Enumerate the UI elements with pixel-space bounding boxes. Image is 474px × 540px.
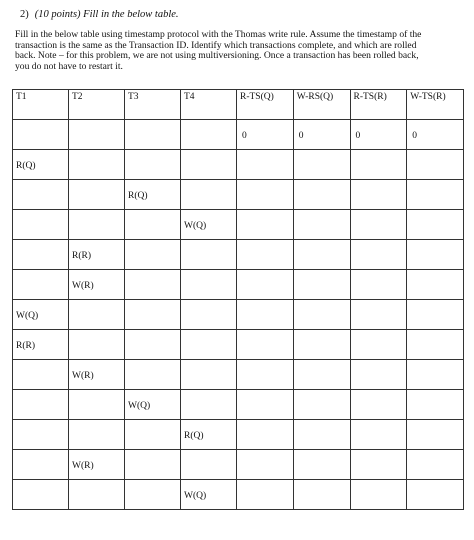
table-cell[interactable] bbox=[350, 450, 407, 480]
initial-values-row bbox=[13, 120, 464, 150]
table-cell[interactable] bbox=[237, 210, 294, 240]
instruction-line: Fill in the below table using timestamp protocol with the Thomas write rule. Assume the timestamp of the bbox=[15, 29, 422, 40]
table-cell[interactable] bbox=[237, 270, 294, 300]
table-row bbox=[13, 270, 464, 300]
instructions-paragraph bbox=[15, 30, 467, 72]
table-cell[interactable] bbox=[350, 360, 407, 390]
table-cell[interactable] bbox=[125, 360, 181, 390]
question-header bbox=[20, 8, 179, 22]
table-cell[interactable] bbox=[237, 300, 294, 330]
table-cell[interactable] bbox=[293, 420, 350, 450]
table-cell[interactable] bbox=[125, 270, 181, 300]
table-cell[interactable] bbox=[350, 330, 407, 360]
initial-w-rs-q[interactable]: 0 bbox=[293, 120, 350, 150]
table-row bbox=[13, 300, 464, 330]
operation-cell[interactable]: R(R) bbox=[13, 330, 69, 360]
table-cell[interactable] bbox=[407, 360, 464, 390]
table-cell[interactable] bbox=[350, 150, 407, 180]
table-cell[interactable] bbox=[350, 480, 407, 510]
header-r-ts-r: R-TS(R) bbox=[350, 90, 407, 120]
table-row bbox=[13, 210, 464, 240]
header-t3: T3 bbox=[125, 90, 181, 120]
table-cell[interactable] bbox=[237, 420, 294, 450]
table-cell[interactable] bbox=[13, 360, 69, 390]
table-row bbox=[13, 480, 464, 510]
table-cell[interactable] bbox=[237, 360, 294, 390]
table-cell[interactable] bbox=[407, 480, 464, 510]
table-cell[interactable] bbox=[125, 420, 181, 450]
table-cell[interactable] bbox=[69, 150, 125, 180]
operation-cell[interactable]: W(R) bbox=[69, 270, 125, 300]
table-cell[interactable] bbox=[125, 210, 181, 240]
table-cell[interactable] bbox=[293, 330, 350, 360]
question-number: 2) bbox=[20, 9, 29, 20]
table-cell[interactable] bbox=[13, 180, 69, 210]
table-row bbox=[13, 450, 464, 480]
instruction-line: back. Note – for this problem, we are not using multiversioning. Once a transaction has been rolled back, bbox=[15, 50, 419, 62]
initial-r-ts-q[interactable]: 0 bbox=[237, 120, 294, 150]
table-cell[interactable] bbox=[293, 390, 350, 420]
table-cell[interactable] bbox=[237, 330, 294, 360]
timestamp-table bbox=[12, 89, 464, 510]
table-cell[interactable] bbox=[181, 180, 237, 210]
table-cell[interactable] bbox=[69, 330, 125, 360]
table-row bbox=[13, 180, 464, 210]
operation-cell[interactable]: W(Q) bbox=[13, 300, 69, 330]
table-cell[interactable] bbox=[13, 210, 69, 240]
table-cell[interactable] bbox=[350, 180, 407, 210]
operation-cell[interactable]: W(Q) bbox=[181, 210, 237, 240]
initial-w-ts-r[interactable]: 0 bbox=[407, 120, 464, 150]
table-cell[interactable] bbox=[13, 240, 69, 270]
header-w-rs-q: W-RS(Q) bbox=[293, 90, 350, 120]
table-cell[interactable] bbox=[237, 240, 294, 270]
table-cell[interactable] bbox=[181, 390, 237, 420]
header-t1: T1 bbox=[13, 90, 69, 120]
table-cell[interactable] bbox=[407, 210, 464, 240]
table-cell[interactable] bbox=[237, 390, 294, 420]
table-cell[interactable] bbox=[13, 390, 69, 420]
table-cell[interactable] bbox=[181, 330, 237, 360]
operation-cell[interactable]: R(R) bbox=[69, 240, 125, 270]
table-cell[interactable] bbox=[293, 240, 350, 270]
table-cell[interactable] bbox=[237, 480, 294, 510]
table-cell[interactable] bbox=[13, 480, 69, 510]
table-cell[interactable] bbox=[69, 300, 125, 330]
table-row bbox=[13, 360, 464, 390]
table-cell[interactable] bbox=[407, 150, 464, 180]
table-cell[interactable] bbox=[125, 300, 181, 330]
header-r-ts-q: R-TS(Q) bbox=[237, 90, 294, 120]
table-cell[interactable] bbox=[181, 150, 237, 180]
table-cell[interactable] bbox=[13, 420, 69, 450]
table-cell[interactable] bbox=[293, 180, 350, 210]
operation-cell[interactable]: W(Q) bbox=[125, 390, 181, 420]
table-cell[interactable] bbox=[293, 150, 350, 180]
table-cell[interactable] bbox=[350, 270, 407, 300]
instruction-line: transaction is the same as the Transaction ID. Identify which transactions complete, and which are rolled bbox=[15, 39, 417, 51]
table-cell[interactable] bbox=[293, 300, 350, 330]
table-row bbox=[13, 150, 464, 180]
operation-cell[interactable]: R(Q) bbox=[125, 180, 181, 210]
table-header-row bbox=[13, 90, 464, 120]
table-cell[interactable] bbox=[237, 180, 294, 210]
table-cell[interactable] bbox=[13, 120, 69, 150]
table-cell[interactable] bbox=[181, 120, 237, 150]
question-title: (10 points) Fill in the below table. bbox=[34, 9, 179, 20]
table-cell[interactable] bbox=[407, 330, 464, 360]
table-cell[interactable] bbox=[125, 150, 181, 180]
table-cell[interactable] bbox=[350, 300, 407, 330]
table-cell[interactable] bbox=[181, 300, 237, 330]
table-cell[interactable] bbox=[181, 360, 237, 390]
table-row bbox=[13, 240, 464, 270]
table-cell[interactable] bbox=[293, 210, 350, 240]
table-cell[interactable] bbox=[350, 210, 407, 240]
table-cell[interactable] bbox=[407, 270, 464, 300]
instruction-line: you do not have to restart it. bbox=[15, 60, 123, 72]
table-cell[interactable] bbox=[407, 390, 464, 420]
table-cell[interactable] bbox=[350, 240, 407, 270]
table-cell[interactable] bbox=[181, 240, 237, 270]
header-t2: T2 bbox=[69, 90, 125, 120]
table-cell[interactable] bbox=[69, 390, 125, 420]
operation-cell[interactable]: R(Q) bbox=[13, 150, 69, 180]
table-row bbox=[13, 330, 464, 360]
table-cell[interactable] bbox=[181, 270, 237, 300]
table-body bbox=[13, 120, 464, 510]
table-row bbox=[13, 390, 464, 420]
table-cell[interactable] bbox=[407, 420, 464, 450]
table-cell[interactable] bbox=[350, 390, 407, 420]
table-cell[interactable] bbox=[125, 120, 181, 150]
table-cell[interactable] bbox=[13, 450, 69, 480]
table-cell[interactable] bbox=[293, 480, 350, 510]
table-cell[interactable] bbox=[69, 420, 125, 450]
header-w-ts-r: W-TS(R) bbox=[407, 90, 464, 120]
table-cell[interactable] bbox=[69, 210, 125, 240]
operation-cell[interactable]: W(R) bbox=[69, 360, 125, 390]
operation-cell[interactable]: W(R) bbox=[69, 450, 125, 480]
table-cell[interactable] bbox=[407, 450, 464, 480]
table-cell[interactable] bbox=[69, 120, 125, 150]
operation-cell[interactable]: W(Q) bbox=[181, 480, 237, 510]
table-cell[interactable] bbox=[293, 360, 350, 390]
table-cell[interactable] bbox=[181, 450, 237, 480]
initial-r-ts-r[interactable]: 0 bbox=[350, 120, 407, 150]
table-cell[interactable] bbox=[407, 180, 464, 210]
table-cell[interactable] bbox=[125, 450, 181, 480]
table-cell[interactable] bbox=[125, 330, 181, 360]
table-cell[interactable] bbox=[13, 270, 69, 300]
table-cell[interactable] bbox=[69, 180, 125, 210]
header-t4: T4 bbox=[181, 90, 237, 120]
operation-cell[interactable]: R(Q) bbox=[181, 420, 237, 450]
table-cell[interactable] bbox=[293, 450, 350, 480]
table-cell[interactable] bbox=[237, 150, 294, 180]
table-cell[interactable] bbox=[237, 450, 294, 480]
table-cell[interactable] bbox=[293, 270, 350, 300]
table-cell[interactable] bbox=[407, 240, 464, 270]
table-cell[interactable] bbox=[350, 420, 407, 450]
table-cell[interactable] bbox=[407, 300, 464, 330]
table-cell[interactable] bbox=[69, 480, 125, 510]
table-cell[interactable] bbox=[125, 480, 181, 510]
table-row bbox=[13, 420, 464, 450]
table-cell[interactable] bbox=[125, 240, 181, 270]
